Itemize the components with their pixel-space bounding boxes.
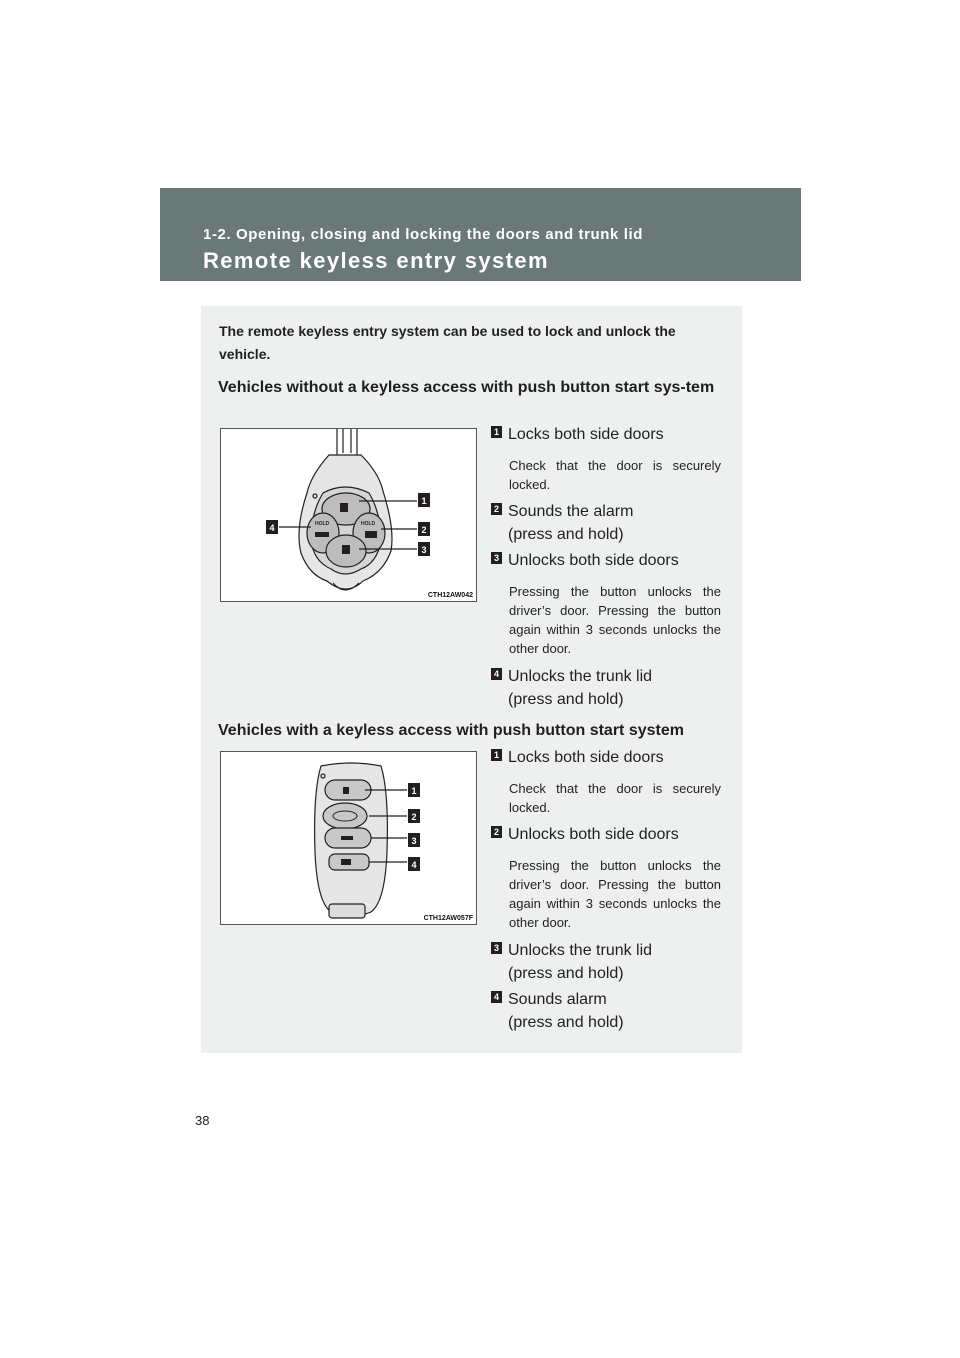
item-title: Unlocks both side doors [508,826,679,843]
list-item [491,939,721,985]
intro-text: The remote keyless entry system can be used to lock and unlock the vehicle. [219,323,676,362]
section-header [160,188,801,281]
item-title: Locks both side doors [508,749,664,766]
item-number-badge: 3 [491,942,502,954]
list-item [491,665,721,711]
callout-number: 4 [269,523,275,533]
list-item [491,823,721,932]
key-remote-figure-b [220,751,477,925]
callout-number: 2 [411,812,417,822]
section-label: 1-2. Opening, closing and locking the doors and trunk lid [203,226,644,243]
list-item [491,549,721,658]
item-number-badge: 2 [491,826,502,838]
callout-number: 2 [421,525,427,535]
item-description: Check that the door is securely locked. [509,781,721,815]
item-title: Locks both side doors [508,426,664,443]
list-item [491,746,721,817]
content-panel [201,306,742,1053]
item-title: Unlocks the trunk lid (press and hold) [508,668,653,708]
item-title: Unlocks the trunk lid (press and hold) [508,942,653,982]
figure-code: CTH12AW057F [423,915,473,922]
item-description: Pressing the button unlocks the driver’s door. Pressing the button again within 3 seconds unlocks the other door. [509,858,721,930]
item-title: Sounds the alarm (press and hold) [508,503,634,543]
list-item [491,500,721,546]
item-number-badge: 3 [491,552,502,564]
callout-number: 3 [411,836,417,846]
list-item [491,988,721,1034]
item-number-badge: 4 [491,991,502,1003]
page-number: 38 [195,1113,210,1128]
item-number-badge: 4 [491,668,502,680]
item-description: Pressing the button unlocks the driver’s door. Pressing the button again within 3 seconds unlocks the other door. [509,584,721,656]
page-title: Remote keyless entry system [203,248,549,273]
item-title: Sounds alarm (press and hold) [508,991,624,1031]
list-item [491,423,721,494]
item-number-badge: 1 [491,426,502,438]
key-remote-illustration-b [221,752,476,924]
subheading-without-keyless-access: Vehicles without a keyless access with push button start sys-tem [218,379,715,396]
callout-number: 3 [421,545,427,555]
item-number-badge: 1 [491,749,502,761]
key-remote-illustration-a [221,429,476,601]
item-number-badge: 2 [491,503,502,515]
hold-label-left: HOLD [315,521,330,527]
figure-code: CTH12AW042 [427,592,473,599]
subheading-with-keyless-access: Vehicles with a keyless access with push button start system [218,722,684,739]
key-remote-figure-a [220,428,477,602]
item-title: Unlocks both side doors [508,552,679,569]
callout-number: 1 [411,786,417,796]
callout-number: 1 [421,496,427,506]
hold-label-right: HOLD [361,521,376,527]
callout-number: 4 [411,860,417,870]
item-description: Check that the door is securely locked. [509,458,721,492]
